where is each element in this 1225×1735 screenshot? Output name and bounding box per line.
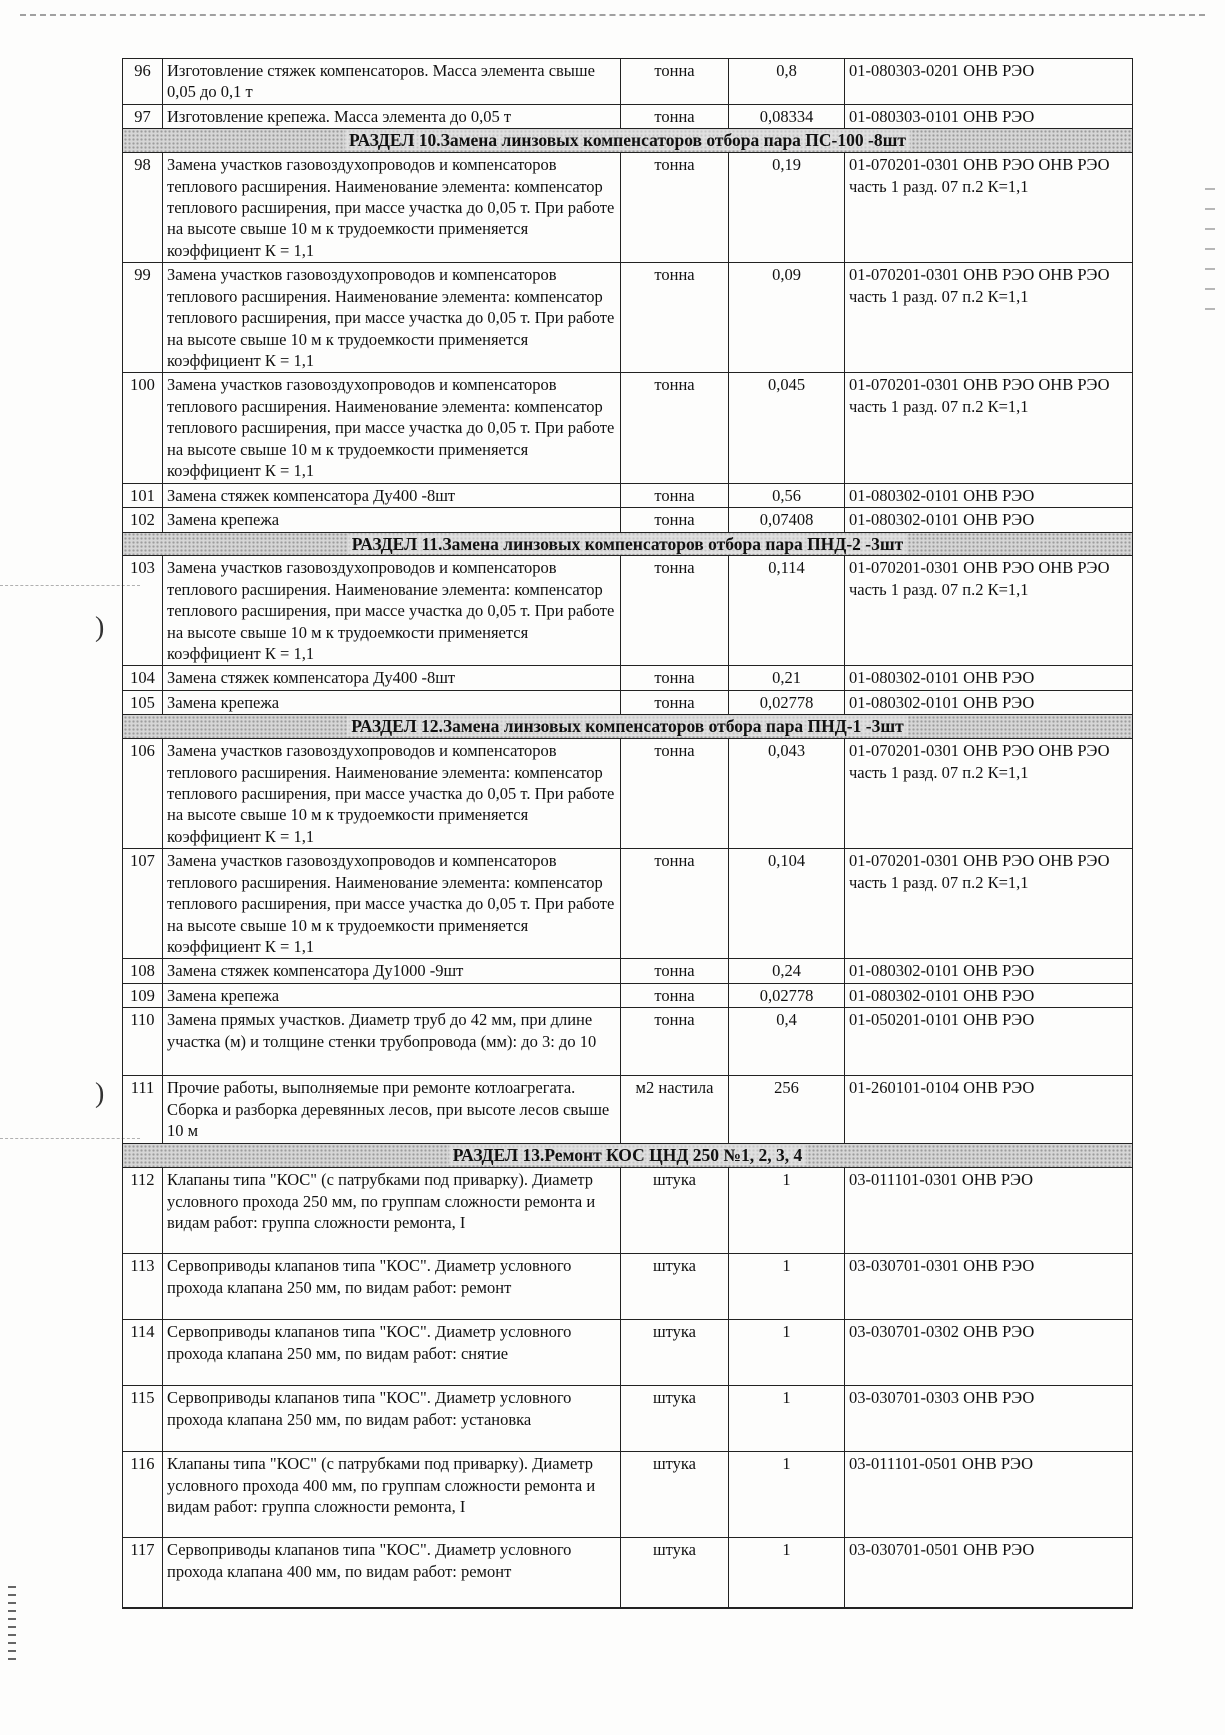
table-row [123, 690, 1133, 714]
row-number: 114 [123, 1320, 163, 1386]
measure-unit: тонна [621, 153, 729, 263]
row-number: 109 [123, 983, 163, 1007]
work-description: Изготовление стяжек компенсаторов. Масса элемента свыше 0,05 до 0,1 т [163, 59, 621, 105]
work-description: Замена участков газовоздухопроводов и компенсаторов теплового расширения. Наименование элемента: компенсатор теплового расширения, при массе участка до 0,05 т. При работе на высоте свыше 10 м к трудоемкости применяется коэффициент К = 1,1 [163, 263, 621, 373]
norm-code: 01-070201-0301 ОНВ РЭО ОНВ РЭО часть 1 разд. 07 п.2 К=1,1 [845, 849, 1133, 959]
norm-code: 03-030701-0301 ОНВ РЭО [845, 1254, 1133, 1320]
measure-unit: тонна [621, 983, 729, 1007]
measure-unit: штука [621, 1168, 729, 1254]
measure-unit: тонна [621, 59, 729, 105]
quantity: 1 [729, 1452, 845, 1538]
norm-code: 01-080302-0101 ОНВ РЭО [845, 508, 1133, 532]
work-description: Замена стяжек компенсатора Ду1000 -9шт [163, 959, 621, 983]
scan-margin-marks [1205, 170, 1219, 530]
norm-code: 03-030701-0302 ОНВ РЭО [845, 1320, 1133, 1386]
quantity: 0,07408 [729, 508, 845, 532]
quantity: 0,114 [729, 556, 845, 666]
row-number: 115 [123, 1386, 163, 1452]
measure-unit: тонна [621, 849, 729, 959]
table-row [123, 104, 1133, 128]
scan-bracket-mark: ) [95, 612, 105, 643]
work-description: Замена крепежа [163, 690, 621, 714]
norm-code: 01-080302-0101 ОНВ РЭО [845, 690, 1133, 714]
measure-unit: тонна [621, 959, 729, 983]
quantity: 0,045 [729, 373, 845, 483]
table-row [123, 508, 1133, 532]
table-row [123, 1254, 1133, 1320]
quantity: 0,4 [729, 1008, 845, 1076]
section-title-text: РАЗДЕЛ 11.Замена линзовых компенсаторов отбора пара ПНД-2 -3шт [348, 534, 907, 554]
section-title-text: РАЗДЕЛ 12.Замена линзовых компенсаторов отбора пара ПНД-1 -3шт [347, 716, 907, 736]
work-description: Замена участков газовоздухопроводов и компенсаторов теплового расширения. Наименование элемента: компенсатор теплового расширения, при массе участка до 0,05 т. При работе на высоте свыше 10 м к трудоемкости применяется коэффициент К = 1,1 [163, 849, 621, 959]
scan-left-dash [0, 1138, 140, 1139]
scan-binding-marks [8, 1580, 18, 1720]
row-number: 106 [123, 739, 163, 849]
measure-unit: тонна [621, 263, 729, 373]
quantity: 256 [729, 1076, 845, 1144]
row-number: 104 [123, 666, 163, 690]
row-number: 107 [123, 849, 163, 959]
norm-code: 03-030701-0501 ОНВ РЭО [845, 1538, 1133, 1608]
quantity: 0,09 [729, 263, 845, 373]
table-row [123, 983, 1133, 1007]
row-number: 96 [123, 59, 163, 105]
work-description: Сервоприводы клапанов типа "КОС". Диаметр условного прохода клапана 250 мм, по видам работ: ремонт [163, 1254, 621, 1320]
section-title [123, 715, 1133, 739]
table-row [123, 1008, 1133, 1076]
quantity: 0,24 [729, 959, 845, 983]
row-number: 113 [123, 1254, 163, 1320]
measure-unit: штука [621, 1320, 729, 1386]
norm-code: 01-080302-0101 ОНВ РЭО [845, 666, 1133, 690]
quantity: 0,21 [729, 666, 845, 690]
work-description: Замена участков газовоздухопроводов и компенсаторов теплового расширения. Наименование элемента: компенсатор теплового расширения, при массе участка до 0,05 т. При работе на высоте свыше 10 м к трудоемкости применяется коэффициент К = 1,1 [163, 739, 621, 849]
norm-code: 03-011101-0501 ОНВ РЭО [845, 1452, 1133, 1538]
quantity: 0,104 [729, 849, 845, 959]
norm-code: 01-070201-0301 ОНВ РЭО ОНВ РЭО часть 1 разд. 07 п.2 К=1,1 [845, 556, 1133, 666]
measure-unit: тонна [621, 508, 729, 532]
row-number: 99 [123, 263, 163, 373]
section-header-row [123, 1144, 1133, 1168]
row-number: 117 [123, 1538, 163, 1608]
quantity: 0,02778 [729, 690, 845, 714]
norm-code: 03-030701-0303 ОНВ РЭО [845, 1386, 1133, 1452]
table-row [123, 849, 1133, 959]
row-number: 101 [123, 483, 163, 507]
table-row [123, 556, 1133, 666]
measure-unit: м2 настила [621, 1076, 729, 1144]
measure-unit: тонна [621, 556, 729, 666]
section-header-row [123, 129, 1133, 153]
row-number: 105 [123, 690, 163, 714]
quantity: 0,19 [729, 153, 845, 263]
norm-code: 01-070201-0301 ОНВ РЭО ОНВ РЭО часть 1 разд. 07 п.2 К=1,1 [845, 153, 1133, 263]
work-description: Замена стяжек компенсатора Ду400 -8шт [163, 483, 621, 507]
row-number: 97 [123, 104, 163, 128]
table-row [123, 483, 1133, 507]
work-description: Замена крепежа [163, 983, 621, 1007]
measure-unit: тонна [621, 1008, 729, 1076]
quantity: 0,8 [729, 59, 845, 105]
quantity: 1 [729, 1386, 845, 1452]
table-row [123, 153, 1133, 263]
norm-code: 01-080303-0101 ОНВ РЭО [845, 104, 1133, 128]
table-row [123, 1386, 1133, 1452]
work-description: Клапаны типа "КОС" (с патрубками под приварку). Диаметр условного прохода 250 мм, по группам сложности ремонта и видам работ: группа сложности ремонта, I [163, 1168, 621, 1254]
measure-unit: штука [621, 1254, 729, 1320]
row-number: 103 [123, 556, 163, 666]
work-description: Замена крепежа [163, 508, 621, 532]
quantity: 1 [729, 1320, 845, 1386]
measure-unit: штука [621, 1452, 729, 1538]
table-row [123, 959, 1133, 983]
section-header-row [123, 715, 1133, 739]
measure-unit: штука [621, 1386, 729, 1452]
table-row [123, 59, 1133, 105]
row-number: 110 [123, 1008, 163, 1076]
norm-code: 01-070201-0301 ОНВ РЭО ОНВ РЭО часть 1 разд. 07 п.2 К=1,1 [845, 263, 1133, 373]
norm-code: 01-080302-0101 ОНВ РЭО [845, 483, 1133, 507]
quantity: 0,043 [729, 739, 845, 849]
table-row [123, 1076, 1133, 1144]
work-description: Изготовление крепежа. Масса элемента до 0,05 т [163, 104, 621, 128]
norm-code: 01-070201-0301 ОНВ РЭО ОНВ РЭО часть 1 разд. 07 п.2 К=1,1 [845, 373, 1133, 483]
section-title [123, 1144, 1133, 1168]
row-number: 111 [123, 1076, 163, 1144]
measure-unit: тонна [621, 739, 729, 849]
work-description: Замена участков газовоздухопроводов и компенсаторов теплового расширения. Наименование элемента: компенсатор теплового расширения, при массе участка до 0,05 т. При работе на высоте свыше 10 м к трудоемкости применяется коэффициент К = 1,1 [163, 373, 621, 483]
work-description: Замена прямых участков. Диаметр труб до 42 мм, при длине участка (м) и толщине стенки трубопровода (мм): до 3: до 10 [163, 1008, 621, 1076]
estimate-table-body [123, 59, 1133, 1608]
work-description: Клапаны типа "КОС" (с патрубками под приварку). Диаметр условного прохода 400 мм, по группам сложности ремонта и видам работ: группа сложности ремонта, I [163, 1452, 621, 1538]
norm-code: 01-080302-0101 ОНВ РЭО [845, 959, 1133, 983]
measure-unit: тонна [621, 483, 729, 507]
quantity: 1 [729, 1254, 845, 1320]
norm-code: 01-260101-0104 ОНВ РЭО [845, 1076, 1133, 1144]
work-description: Замена участков газовоздухопроводов и компенсаторов теплового расширения. Наименование элемента: компенсатор теплового расширения, при массе участка до 0,05 т. При работе на высоте свыше 10 м к трудоемкости применяется коэффициент К = 1,1 [163, 556, 621, 666]
row-number: 102 [123, 508, 163, 532]
quantity: 0,02778 [729, 983, 845, 1007]
section-title-text: РАЗДЕЛ 13.Ремонт КОС ЦНД 250 №1, 2, 3, 4 [449, 1145, 807, 1165]
row-number: 112 [123, 1168, 163, 1254]
table-row [123, 373, 1133, 483]
table-row [123, 1320, 1133, 1386]
table-row [123, 263, 1133, 373]
measure-unit: тонна [621, 373, 729, 483]
section-title [123, 129, 1133, 153]
section-header-row [123, 532, 1133, 556]
work-description: Прочие работы, выполняемые при ремонте котлоагрегата. Сборка и разборка деревянных лесов, при высоте лесов свыше 10 м [163, 1076, 621, 1144]
table-row [123, 1538, 1133, 1608]
section-title [123, 532, 1133, 556]
measure-unit: тонна [621, 690, 729, 714]
scan-left-dash [0, 585, 140, 586]
quantity: 0,08334 [729, 104, 845, 128]
table-row [123, 1452, 1133, 1538]
quantity: 1 [729, 1538, 845, 1608]
norm-code: 01-080303-0201 ОНВ РЭО [845, 59, 1133, 105]
norm-code: 01-070201-0301 ОНВ РЭО ОНВ РЭО часть 1 разд. 07 п.2 К=1,1 [845, 739, 1133, 849]
estimate-table [122, 58, 1133, 1609]
work-description: Замена участков газовоздухопроводов и компенсаторов теплового расширения. Наименование элемента: компенсатор теплового расширения, при массе участка до 0,05 т. При работе на высоте свыше 10 м к трудоемкости применяется коэффициент К = 1,1 [163, 153, 621, 263]
measure-unit: тонна [621, 666, 729, 690]
measure-unit: тонна [621, 104, 729, 128]
work-description: Замена стяжек компенсатора Ду400 -8шт [163, 666, 621, 690]
scan-top-dashes [20, 14, 1205, 18]
quantity: 1 [729, 1168, 845, 1254]
scan-bracket-mark: ) [95, 1078, 105, 1109]
measure-unit: штука [621, 1538, 729, 1608]
row-number: 108 [123, 959, 163, 983]
row-number: 100 [123, 373, 163, 483]
norm-code: 03-011101-0301 ОНВ РЭО [845, 1168, 1133, 1254]
row-number: 98 [123, 153, 163, 263]
norm-code: 01-080302-0101 ОНВ РЭО [845, 983, 1133, 1007]
row-number: 116 [123, 1452, 163, 1538]
table-row [123, 666, 1133, 690]
section-title-text: РАЗДЕЛ 10.Замена линзовых компенсаторов отбора пара ПС-100 -8шт [345, 130, 910, 150]
quantity: 0,56 [729, 483, 845, 507]
table-row [123, 1168, 1133, 1254]
work-description: Сервоприводы клапанов типа "КОС". Диаметр условного прохода клапана 250 мм, по видам работ: снятие [163, 1320, 621, 1386]
norm-code: 01-050201-0101 ОНВ РЭО [845, 1008, 1133, 1076]
table-row [123, 739, 1133, 849]
work-description: Сервоприводы клапанов типа "КОС". Диаметр условного прохода клапана 400 мм, по видам работ: ремонт [163, 1538, 621, 1608]
work-description: Сервоприводы клапанов типа "КОС". Диаметр условного прохода клапана 250 мм, по видам работ: установка [163, 1386, 621, 1452]
